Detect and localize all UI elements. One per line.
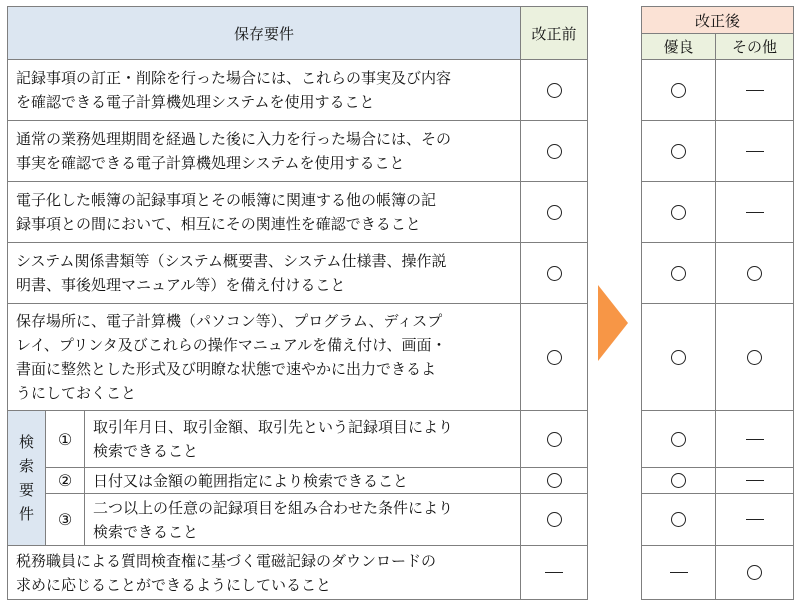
requirement-line: 記録事項の訂正・削除を行った場合には、これらの事実及び内容	[16, 69, 452, 87]
table-row	[8, 468, 588, 494]
search-item-number: ②	[46, 468, 85, 494]
maru-circle-icon	[547, 144, 562, 159]
requirement-line: 検索できること	[93, 442, 199, 460]
maru-circle-icon	[671, 266, 686, 281]
excellent-mark	[642, 243, 716, 304]
before-mark	[521, 546, 588, 600]
excellent-mark	[642, 121, 716, 182]
before-mark	[521, 468, 588, 494]
requirement-line: 通常の業務処理期間を経過した後に入力を行った場合には、その	[16, 130, 452, 148]
requirement-line: を確認できる電子計算機処理システムを使用すること	[16, 93, 375, 111]
right-arrow-icon	[598, 285, 628, 361]
before-mark	[521, 411, 588, 468]
requirement-line: 日付又は金額の範囲指定により検索できること	[93, 471, 409, 490]
table-row	[8, 60, 588, 121]
requirement-line: システム関係書類等（システム概要書、システム仕様書、操作説	[16, 252, 447, 270]
excellent-mark	[642, 494, 716, 546]
excellent-mark	[642, 182, 716, 243]
before-mark	[521, 60, 588, 121]
header-before: 改正前	[521, 7, 588, 60]
requirement-text	[8, 243, 521, 304]
requirement-text	[8, 182, 521, 243]
table-row	[8, 411, 588, 468]
requirement-text	[85, 411, 521, 468]
requirement-text	[85, 494, 521, 546]
excellent-mark	[642, 411, 716, 468]
search-label-char: 索	[18, 457, 34, 475]
maru-circle-icon	[747, 350, 762, 365]
requirement-line: 明書、事後処理マニュアル等）を備え付けること	[16, 276, 346, 294]
requirement-line: 取引年月日、取引金額、取引先という記録項目により	[93, 418, 454, 436]
table-row	[8, 243, 588, 304]
table-row	[642, 60, 794, 121]
dash-icon	[746, 439, 764, 440]
table-row	[642, 411, 794, 468]
other-mark	[716, 304, 794, 411]
other-mark	[716, 60, 794, 121]
table-row	[642, 468, 794, 494]
requirement-line: 事実を確認できる電子計算機処理システムを使用すること	[16, 154, 405, 172]
maru-circle-icon	[547, 512, 562, 527]
maru-circle-icon	[671, 432, 686, 447]
maru-circle-icon	[747, 565, 762, 580]
search-item-number: ③	[46, 494, 85, 546]
excellent-mark	[642, 468, 716, 494]
requirement-line: 二つ以上の任意の記録項目を組み合わせた条件により	[93, 498, 454, 517]
requirement-line: 書面に整然とした形式及び明瞭な状態で速やかに出力できるよ	[16, 360, 437, 378]
other-mark	[716, 121, 794, 182]
dash-icon	[746, 519, 764, 520]
maru-circle-icon	[671, 512, 686, 527]
table-row	[8, 121, 588, 182]
maru-circle-icon	[547, 432, 562, 447]
dash-icon	[746, 480, 764, 481]
maru-circle-icon	[547, 205, 562, 220]
header-requirements: 保存要件	[8, 7, 521, 60]
dash-icon	[670, 572, 688, 573]
dash-icon	[545, 572, 563, 573]
before-mark	[521, 243, 588, 304]
requirement-text	[85, 468, 521, 494]
table-row	[642, 243, 794, 304]
table-row	[642, 494, 794, 546]
header-after: 改正後	[642, 7, 794, 34]
other-mark	[716, 468, 794, 494]
requirement-line: 税務職員による質問検査権に基づく電磁記録のダウンロードの	[16, 551, 437, 570]
requirement-text	[8, 60, 521, 121]
search-label-char: 検	[18, 433, 34, 451]
maru-circle-icon	[671, 473, 686, 488]
requirement-text	[8, 546, 521, 600]
maru-circle-icon	[671, 205, 686, 220]
requirement-text	[8, 121, 521, 182]
other-mark	[716, 411, 794, 468]
excellent-mark	[642, 304, 716, 411]
maru-circle-icon	[547, 473, 562, 488]
maru-circle-icon	[671, 83, 686, 98]
maru-circle-icon	[547, 350, 562, 365]
after-revision-table	[641, 6, 794, 600]
before-mark	[521, 494, 588, 546]
search-requirements-label	[8, 411, 46, 546]
maru-circle-icon	[547, 266, 562, 281]
requirement-line: 録事項との間において、相互にその関連性を確認できること	[16, 215, 421, 233]
table-row	[8, 494, 588, 546]
requirement-line: 保存場所に、電子計算機（パソコン等）、プログラム、ディスプ	[16, 312, 443, 330]
maru-circle-icon	[671, 350, 686, 365]
table-row	[642, 304, 794, 411]
maru-circle-icon	[747, 266, 762, 281]
before-mark	[521, 304, 588, 411]
table-row	[642, 121, 794, 182]
maru-circle-icon	[547, 83, 562, 98]
header-excellent: 優良	[642, 34, 716, 60]
before-mark	[521, 182, 588, 243]
table-row	[8, 304, 588, 411]
other-mark	[716, 494, 794, 546]
dash-icon	[746, 90, 764, 91]
requirement-line: レイ、プリンタ及びこれらの操作マニュアルを備え付け、画面・	[16, 336, 447, 354]
before-mark	[521, 121, 588, 182]
search-label-char: 要	[18, 481, 34, 499]
other-mark	[716, 546, 794, 600]
table-row	[642, 546, 794, 600]
excellent-mark	[642, 60, 716, 121]
other-mark	[716, 243, 794, 304]
header-other: その他	[716, 34, 794, 60]
table-row	[8, 546, 588, 600]
search-item-number: ①	[46, 411, 85, 468]
table-row	[8, 182, 588, 243]
maru-circle-icon	[671, 144, 686, 159]
requirement-line: 検索できること	[93, 522, 199, 541]
requirement-line: 求めに応じることができるようにしていること	[16, 575, 332, 594]
other-mark	[716, 182, 794, 243]
search-label-char: 件	[18, 505, 34, 523]
table-row	[642, 182, 794, 243]
requirement-line: うにしておくこと	[16, 384, 137, 402]
requirements-table	[7, 6, 588, 600]
requirement-text	[8, 304, 521, 411]
requirement-line: 電子化した帳簿の記録事項とその帳簿に関連する他の帳簿の記	[16, 191, 437, 209]
dash-icon	[746, 151, 764, 152]
excellent-mark	[642, 546, 716, 600]
dash-icon	[746, 212, 764, 213]
